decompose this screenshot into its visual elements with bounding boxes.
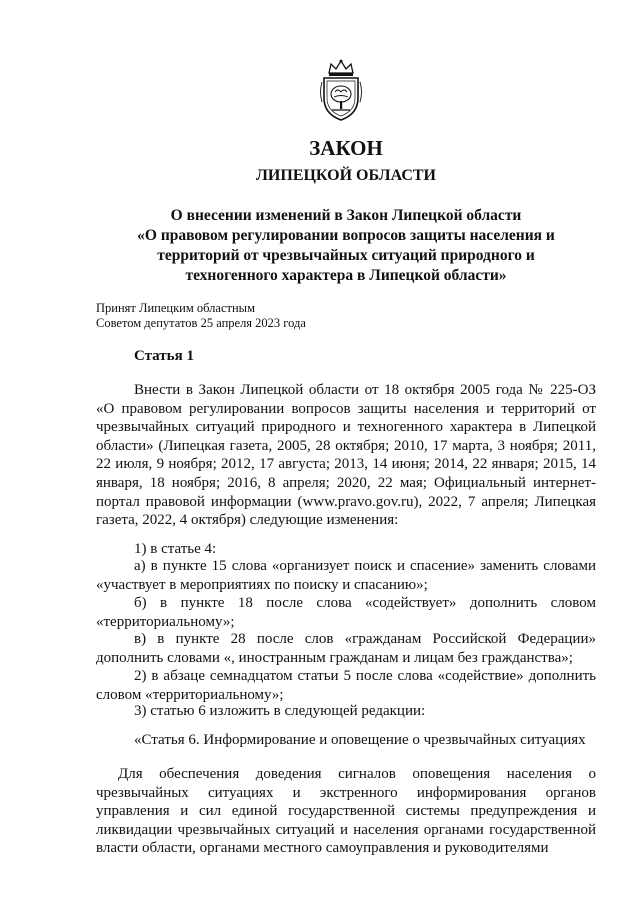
- document-type-title: ЗАКОН: [309, 136, 383, 160]
- item-1: 1) в статье 4:: [134, 541, 217, 557]
- article-6-text: Для обеспечения доведения сигналов оповещения населения о чрезвычайных ситуациях и экстренного информирования органов управления и сил единой государственной системы предупреждения и ликвидации чрезвычайных ситуаций и населения органами государственной власти области, органами местного самоуправления и руководителями: [96, 766, 596, 857]
- item-1b: б) в пункте 18 после слова «содействует» дополнить словом «территориальному»;: [96, 595, 596, 630]
- region-title: ЛИПЕЦКОЙ ОБЛАСТИ: [256, 167, 436, 184]
- item-3: 3) статью 6 изложить в следующей редакции:: [134, 703, 426, 719]
- article-1-title: Статья 1: [134, 348, 194, 364]
- coat-of-arms-icon: [318, 58, 364, 122]
- adoption-note: [96, 301, 306, 331]
- item-2: 2) в абзаце семнадцатом статьи 5 после слова «содействие» дополнить словом «территориальному»;: [96, 668, 596, 703]
- adoption-line: Советом депутатов 25 апреля 2023 года: [96, 316, 306, 330]
- subtitle-line: О внесении изменений в Закон Липецкой области: [170, 207, 522, 224]
- subtitle-line: техногенного характера в Липецкой области»: [185, 267, 507, 284]
- law-subtitle: [96, 206, 596, 286]
- subtitle-line: территорий от чрезвычайных ситуаций природного и: [157, 247, 535, 264]
- adoption-line: Принят Липецким областным: [96, 301, 255, 315]
- article-1-intro: Внести в Закон Липецкой области от 18 октября 2005 года № 225-ОЗ «О правовом регулировании вопросов защиты населения и территорий от чрезвычайных ситуаций природного и техногенного характера в Липецкой области» (Липецкая газета, 2005, 28 октября; 2010, 17 марта, 3 ноября; 2011, 22 июля, 9 ноября; 2012, 17 августа; 2013, 14 июня; 2014, 22 января; 2015, 14 января, 18 ноября; 2016, 8 апреля; 2020, 22 мая; Официальный интернет-портал правовой информации (www.pravo.gov.ru), 2022, 7 апреля; Липецкая газета, 2022, 4 октября) следующие изменения:: [96, 382, 596, 529]
- subtitle-line: «О правовом регулировании вопросов защиты населения и: [137, 227, 555, 244]
- item-1a: а) в пункте 15 слова «организует поиск и спасение» заменить словами «участвует в мероприятиях по поиску и спасанию»;: [96, 558, 596, 593]
- item-1c: в) в пункте 28 после слов «гражданам Российской Федерации» дополнить словами «, иностранным гражданам и лицам без гражданства»;: [96, 631, 596, 666]
- article-6-title: «Статья 6. Информирование и оповещение о чрезвычайных ситуациях: [134, 732, 586, 748]
